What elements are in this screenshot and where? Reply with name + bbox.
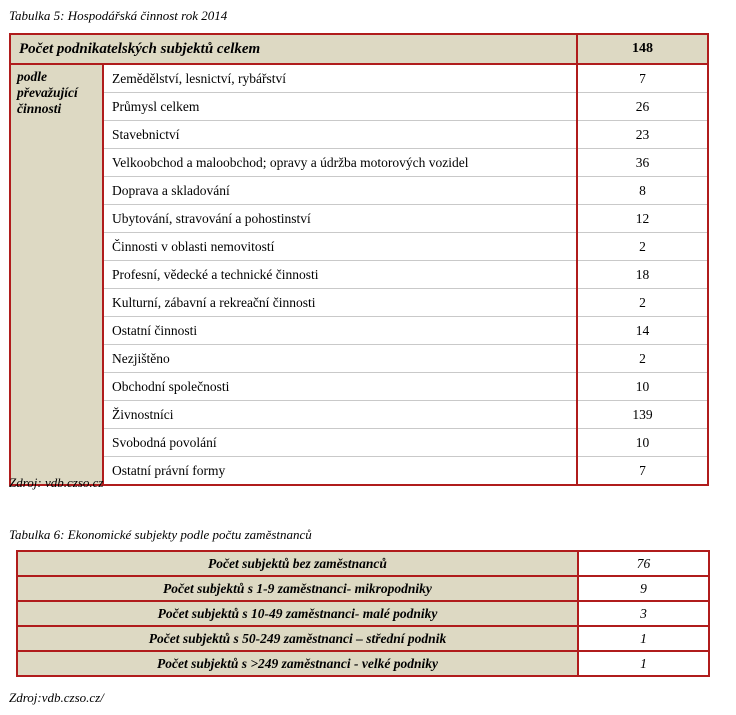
group-label: podle převažující činnosti [10, 64, 103, 485]
table-header-row [10, 34, 708, 64]
activity-value: 18 [577, 261, 708, 289]
activity-label: Živnostníci [103, 401, 577, 429]
table-row [10, 233, 708, 261]
activity-label: Zemědělství, lesnictví, rybářství [103, 64, 577, 93]
table-row [10, 205, 708, 233]
table-row [10, 429, 708, 457]
table-row [10, 317, 708, 345]
employee-category-label: Počet subjektů s 1-9 zaměstnanci- mikropodniky [17, 576, 578, 601]
table-row [10, 261, 708, 289]
economic-activity-table [9, 33, 709, 486]
activity-value: 10 [577, 429, 708, 457]
table-row [10, 64, 708, 93]
activity-value: 12 [577, 205, 708, 233]
table-row [17, 651, 709, 676]
employee-category-value: 1 [578, 651, 709, 676]
activity-value: 2 [577, 233, 708, 261]
table5-source: Zdroj: vdb.czso.cz [9, 475, 104, 490]
activity-label: Doprava a skladování [103, 177, 577, 205]
employee-category-value: 1 [578, 626, 709, 651]
activity-label: Průmysl celkem [103, 93, 577, 121]
activity-value: 2 [577, 289, 708, 317]
activity-value: 7 [577, 64, 708, 93]
table-row [10, 289, 708, 317]
employee-category-value: 76 [578, 551, 709, 576]
table-row [17, 626, 709, 651]
employee-category-label: Počet subjektů s 50-249 zaměstnanci – střední podnik [17, 626, 578, 651]
table-row [10, 177, 708, 205]
activity-label: Obchodní společnosti [103, 373, 577, 401]
activity-label: Velkoobchod a maloobchod; opravy a údržba motorových vozidel [103, 149, 577, 177]
activity-value: 23 [577, 121, 708, 149]
activity-label: Činnosti v oblasti nemovitostí [103, 233, 577, 261]
table5-caption: Tabulka 5: Hospodářská činnost rok 2014 [9, 8, 228, 23]
activity-value: 8 [577, 177, 708, 205]
table-row [10, 457, 708, 486]
table-row [10, 373, 708, 401]
activity-value: 36 [577, 149, 708, 177]
activity-value: 14 [577, 317, 708, 345]
activity-label: Nezjištěno [103, 345, 577, 373]
table-row [17, 551, 709, 576]
activity-label: Stavebnictví [103, 121, 577, 149]
activity-label: Svobodná povolání [103, 429, 577, 457]
table6-caption: Tabulka 6: Ekonomické subjekty podle počtu zaměstnanců [9, 527, 312, 542]
employee-category-value: 9 [578, 576, 709, 601]
activity-label: Ubytování, stravování a pohostinství [103, 205, 577, 233]
activity-value: 7 [577, 457, 708, 486]
total-subjects-value: 148 [577, 34, 708, 64]
total-subjects-label: Počet podnikatelských subjektů celkem [10, 34, 577, 64]
table-row [10, 401, 708, 429]
activity-label: Kulturní, zábavní a rekreační činnosti [103, 289, 577, 317]
activity-value: 139 [577, 401, 708, 429]
activity-label: Profesní, vědecké a technické činnosti [103, 261, 577, 289]
activity-value: 2 [577, 345, 708, 373]
employee-category-label: Počet subjektů s 10-49 zaměstnanci- malé podniky [17, 601, 578, 626]
table-row [17, 576, 709, 601]
activity-label: Ostatní právní formy [103, 457, 577, 486]
employee-category-label: Počet subjektů bez zaměstnanců [17, 551, 578, 576]
table-row [10, 121, 708, 149]
table-row [10, 345, 708, 373]
table6-source: Zdroj:vdb.czso.cz/ [9, 690, 104, 705]
table-row [17, 601, 709, 626]
employee-category-label: Počet subjektů s >249 zaměstnanci - velké podniky [17, 651, 578, 676]
employee-category-value: 3 [578, 601, 709, 626]
activity-label: Ostatní činnosti [103, 317, 577, 345]
table-row [10, 149, 708, 177]
activity-value: 26 [577, 93, 708, 121]
employees-table [16, 550, 710, 677]
table-row [10, 93, 708, 121]
activity-value: 10 [577, 373, 708, 401]
